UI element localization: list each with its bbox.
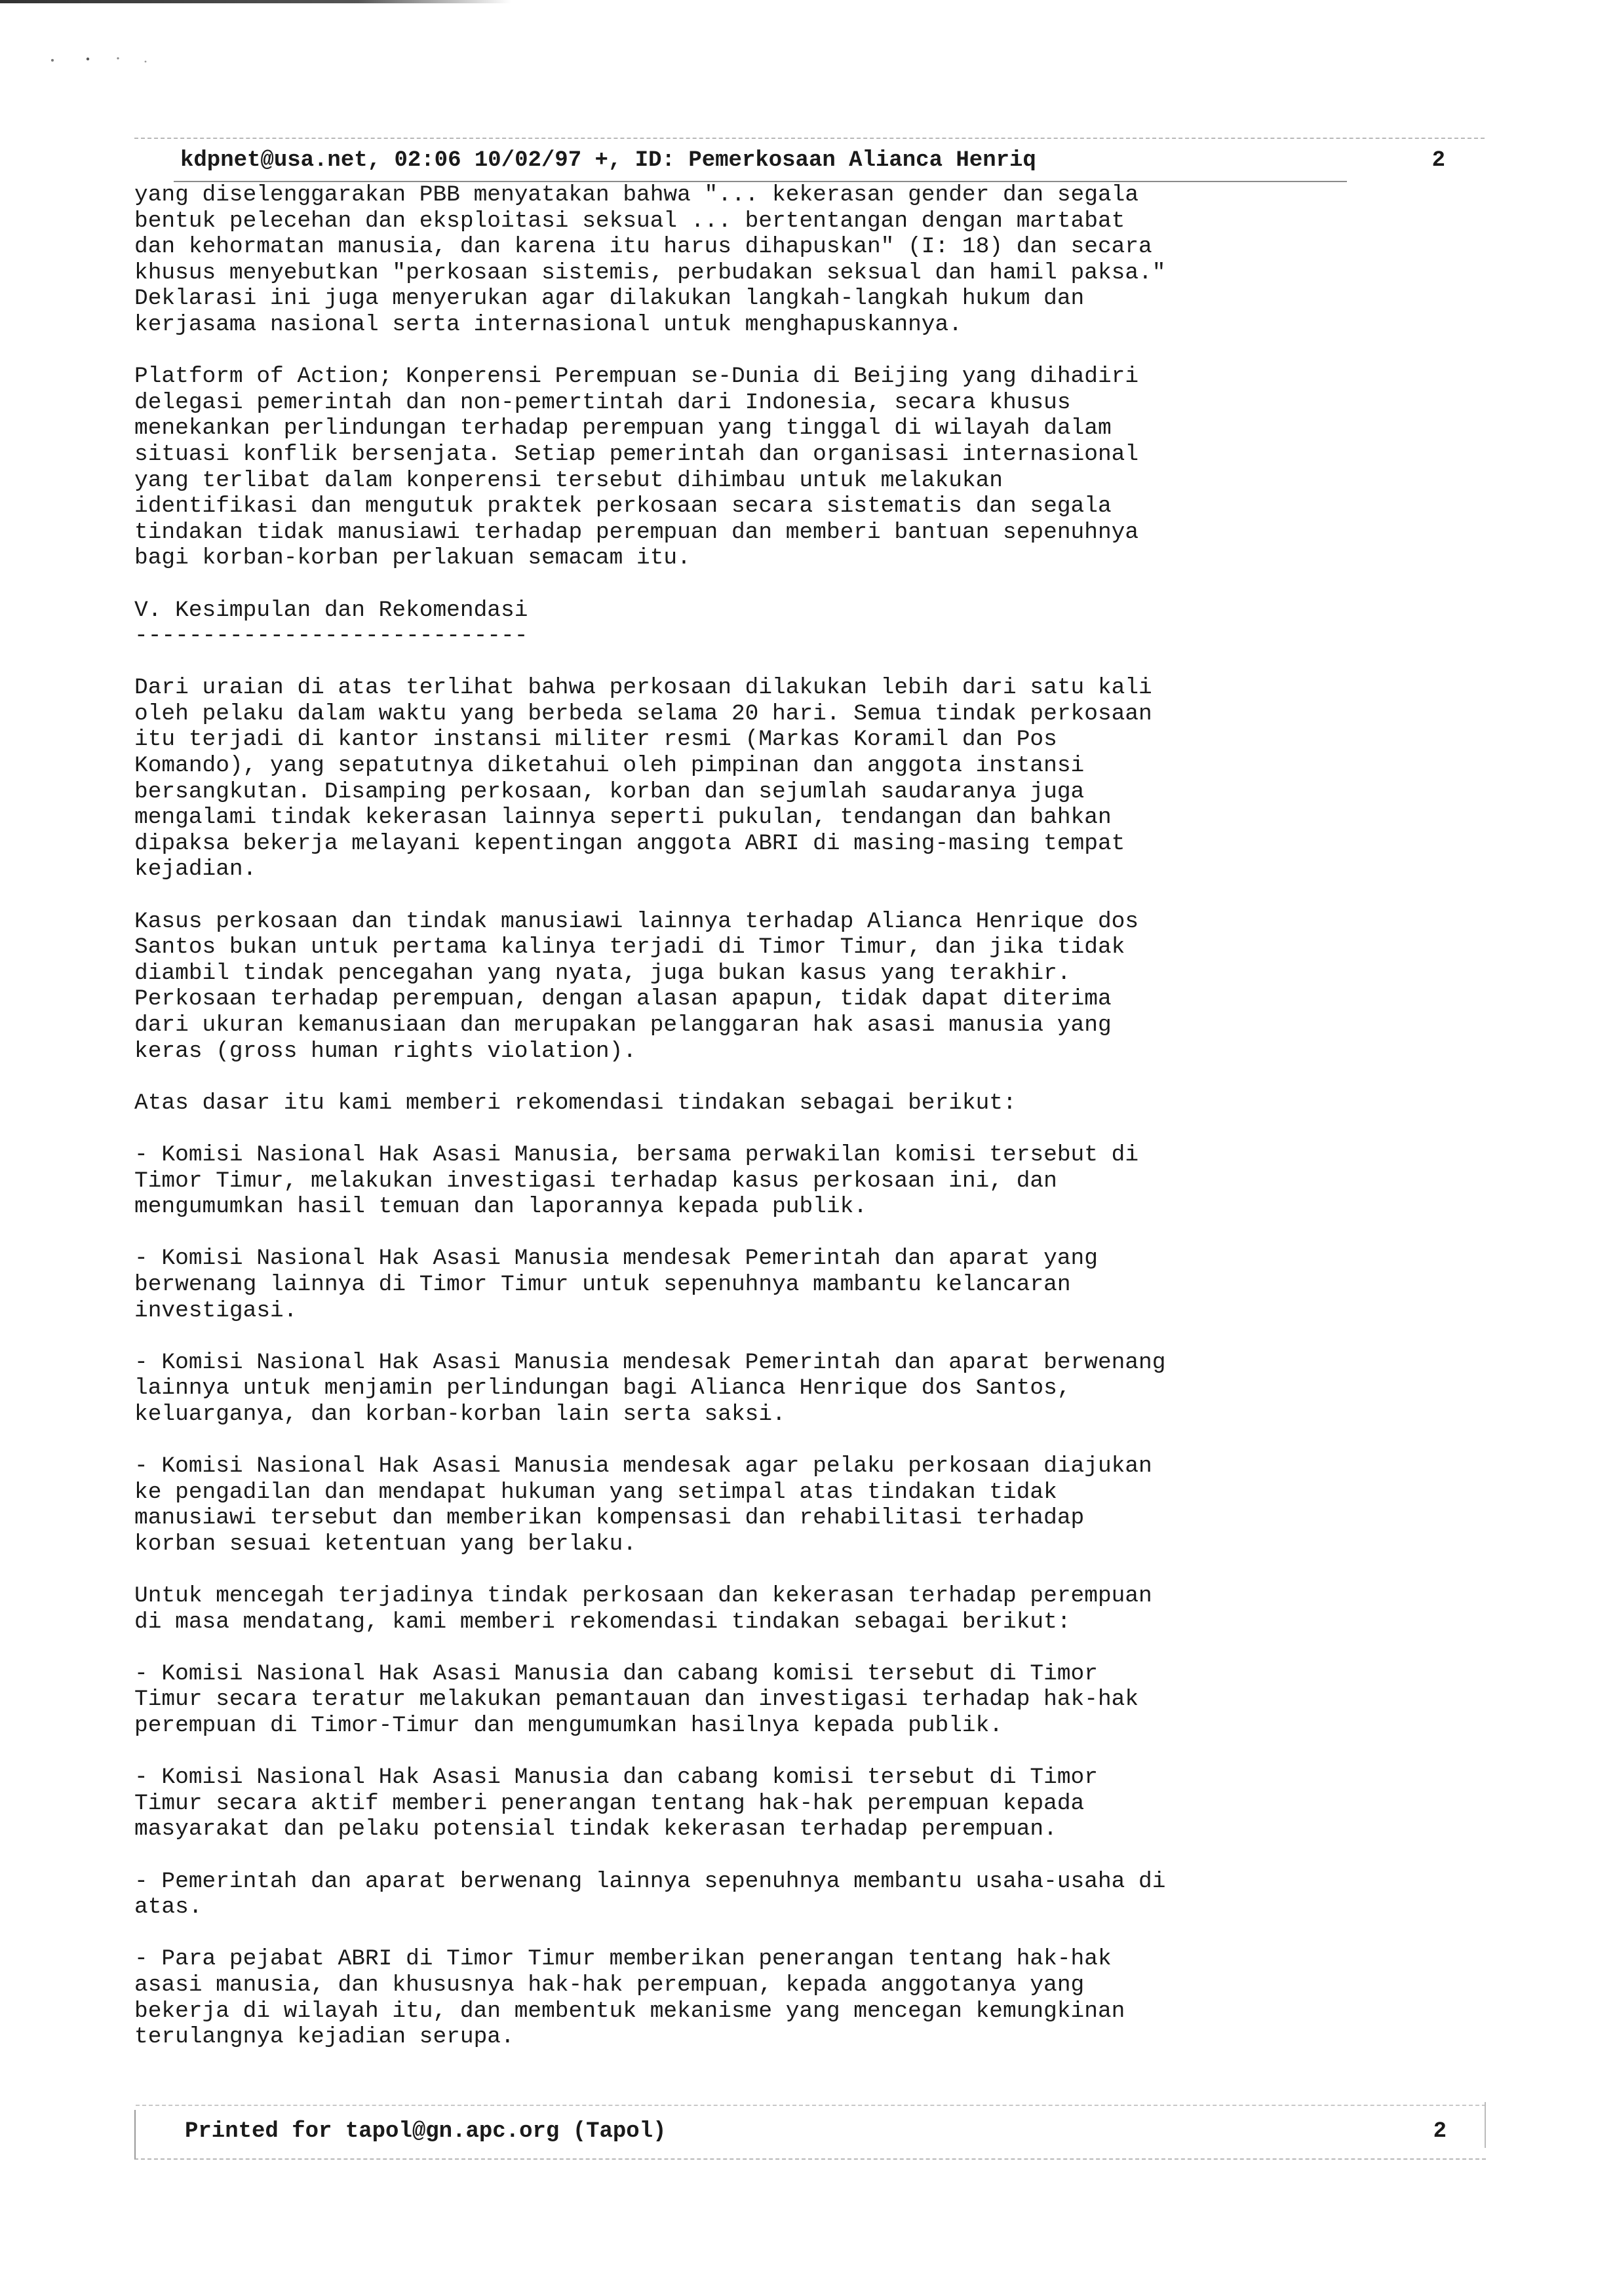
text-line: Atas dasar itu kami memberi rekomendasi tindakan sebagai berikut:: [134, 1090, 1017, 1116]
text-line: - Komisi Nasional Hak Asasi Manusia mendesak Pemerintah dan aparat yang: [134, 1246, 1098, 1272]
text-line: lainnya untuk menjamin perlindungan bagi Alianca Henrique dos Santos,: [134, 1375, 1071, 1402]
blank-line: [134, 338, 1340, 364]
text-line: oleh pelaku dalam waktu yang berbeda selama 20 hari. Semua tindak perkosaan: [134, 700, 1152, 727]
document-body: [134, 182, 1340, 2050]
text-line: bentuk pelecehan dan eksploitasi seksual ... bertentangan dengan martabat: [134, 208, 1125, 234]
text-line: bekerja di wilayah itu, dan membentuk mekanisme yang mencegan kemungkinan: [134, 1998, 1125, 2024]
text-line: Untuk mencegah terjadinya tindak perkosaan dan kekerasan terhadap perempuan: [134, 1583, 1152, 1609]
text-line: yang terlibat dalam konperensi tersebut dihimbau untuk melakukan: [134, 467, 1003, 493]
text-line: Deklarasi ini juga menyerukan agar dilakukan langkah-langkah hukum dan: [134, 286, 1085, 312]
text-line: - Komisi Nasional Hak Asasi Manusia dan cabang komisi tersebut di Timor: [134, 1660, 1098, 1687]
text-line: bagi korban-korban perlakuan semacam itu.: [134, 545, 691, 571]
text-line: kerjasama nasional serta internasional untuk menghapuskannya.: [134, 311, 962, 337]
text-line: diambil tindak pencegahan yang nyata, juga bukan kasus yang terakhir.: [134, 960, 1071, 986]
text-line: Komando), yang sepatutnya diketahui oleh pimpinan dan anggota instansi: [134, 753, 1085, 779]
blank-line: [134, 1220, 1340, 1246]
blank-line: [134, 571, 1340, 598]
text-line: mengumumkan hasil temuan dan laporannya kepada publik.: [134, 1194, 867, 1220]
blank-line: [134, 1921, 1340, 1947]
header-page-number: 2: [1431, 148, 1445, 173]
text-line: - Komisi Nasional Hak Asasi Manusia mendesak agar pelaku perkosaan diajukan: [134, 1453, 1152, 1480]
text-line: atas.: [134, 1894, 203, 1921]
text-line: - Pemerintah dan aparat berwenang lainnya sepenuhnya membantu usaha-usaha di: [134, 1868, 1166, 1894]
text-line: menekankan perlindungan terhadap perempuan yang tinggal di wilayah dalam: [134, 415, 1112, 442]
text-line: manusiawi tersebut dan memberikan kompensasi dan rehabilitasi terhadap: [134, 1505, 1085, 1531]
text-line: V. Kesimpulan dan Rekomendasi: [134, 597, 528, 623]
text-line: korban sesuai ketentuan yang berlaku.: [134, 1531, 637, 1557]
footer-page-number: 2: [1433, 2119, 1447, 2144]
text-line: Timur secara teratur melakukan pemantauan dan investigasi terhadap hak-hak: [134, 1687, 1139, 1713]
text-line: Santos bukan untuk pertama kalinya terjadi di Timor Timur, dan jika tidak: [134, 934, 1125, 961]
text-line: perempuan di Timor-Timur dan mengumumkan hasilnya kepada publik.: [134, 1713, 1003, 1739]
text-line: mengalami tindak kekerasan lainnya seperti pukulan, tendangan dan bahkan: [134, 805, 1112, 831]
text-line: Timor Timur, melakukan investigasi terhadap kasus perkosaan ini, dan: [134, 1168, 1057, 1194]
blank-line: [134, 1324, 1340, 1350]
scan-edge-mark: [0, 0, 511, 3]
text-line: - Komisi Nasional Hak Asasi Manusia mendesak Pemerintah dan aparat berwenang: [134, 1349, 1166, 1375]
blank-line: [134, 649, 1340, 676]
text-line: dipaksa bekerja melayani kepentingan anggota ABRI di masing-masing tempat: [134, 830, 1125, 856]
blank-line: [134, 1739, 1340, 1765]
text-line: masyarakat dan pelaku potensial tindak kekerasan terhadap perempuan.: [134, 1816, 1057, 1843]
text-line: dari ukuran kemanusiaan dan merupakan pelanggaran hak asasi manusia yang: [134, 1012, 1112, 1038]
text-line: di masa mendatang, kami memberi rekomendasi tindakan sebagai berikut:: [134, 1609, 1071, 1635]
text-line: - Para pejabat ABRI di Timor Timur memberikan penerangan tentang hak-hak: [134, 1946, 1112, 1972]
text-line: itu terjadi di kantor instansi militer resmi (Markas Koramil dan Pos: [134, 727, 1057, 753]
blank-line: [134, 1843, 1340, 1869]
text-line: berwenang lainnya di Timor Timur untuk sepenuhnya mambantu kelancaran: [134, 1271, 1071, 1297]
text-line: kejadian.: [134, 856, 257, 883]
text-line: delegasi pemerintah dan non-pemertintah dari Indonesia, secara khusus: [134, 389, 1071, 415]
blank-line: [134, 1635, 1340, 1661]
text-line: khusus menyebutkan "perkosaan sistemis, perbudakan seksual dan hamil paksa.": [134, 259, 1166, 286]
footer-printed-for: Printed for tapol@gn.apc.org (Tapol): [185, 2119, 667, 2144]
blank-line: [134, 1116, 1340, 1142]
text-line: dan kehormatan manusia, dan karena itu harus dihapuskan" (I: 18) dan secara: [134, 234, 1152, 260]
text-line: Kasus perkosaan dan tindak manusiawi lainnya terhadap Alianca Henrique dos: [134, 908, 1139, 934]
text-line: situasi konflik bersenjata. Setiap pemerintah dan organisasi internasional: [134, 441, 1139, 467]
text-line: - Komisi Nasional Hak Asasi Manusia dan cabang komisi tersebut di Timor: [134, 1765, 1098, 1791]
text-line: Perkosaan terhadap perempuan, dengan alasan apapun, tidak dapat diterima: [134, 986, 1112, 1012]
blank-line: [134, 1557, 1340, 1583]
text-line: asasi manusia, dan khususnya hak-hak perempuan, kepada anggotanya yang: [134, 1972, 1085, 1998]
text-line: keras (gross human rights violation).: [134, 1038, 637, 1064]
text-line: identifikasi dan mengutuk praktek perkosaan secara sistematis dan segala: [134, 493, 1112, 520]
text-line: - Komisi Nasional Hak Asasi Manusia, bersama perwakilan komisi tersebut di: [134, 1141, 1139, 1168]
text-line: investigasi.: [134, 1297, 298, 1324]
text-line: keluarganya, dan korban-korban lain serta saksi.: [134, 1401, 786, 1427]
text-line: ke pengadilan dan mendapat hukuman yang setimpal atas tindakan tidak: [134, 1479, 1057, 1505]
text-line: tindakan tidak manusiawi terhadap perempuan dan memberi bantuan sepenuhnya: [134, 519, 1139, 545]
page-header: [134, 138, 1485, 185]
blank-line: [134, 883, 1340, 909]
text-line: Timur secara aktif memberi penerangan tentang hak-hak perempuan kepada: [134, 1790, 1085, 1816]
header-title: kdpnet@usa.net, 02:06 10/02/97 +, ID: Pemerkosaan Alianca Henriq: [180, 148, 1036, 173]
text-line: terulangnya kejadian serupa.: [134, 2024, 515, 2050]
text-line: bersangkutan. Disamping perkosaan, korban dan sejumlah saudaranya juga: [134, 778, 1085, 805]
page-footer: [134, 2110, 1486, 2160]
text-line: Dari uraian di atas terlihat bahwa perkosaan dilakukan lebih dari satu kali: [134, 675, 1152, 701]
footer-edge: [1485, 2102, 1486, 2148]
blank-line: [134, 1064, 1340, 1090]
text-line: -----------------------------: [134, 623, 528, 649]
scan-specks: [46, 52, 177, 66]
text-line: Platform of Action; Konperensi Perempuan se-Dunia di Beijing yang dihadiri: [134, 364, 1139, 390]
text-line: yang diselenggarakan PBB menyatakan bahwa "... kekerasan gender dan segala: [134, 182, 1139, 208]
blank-line: [134, 1428, 1340, 1454]
